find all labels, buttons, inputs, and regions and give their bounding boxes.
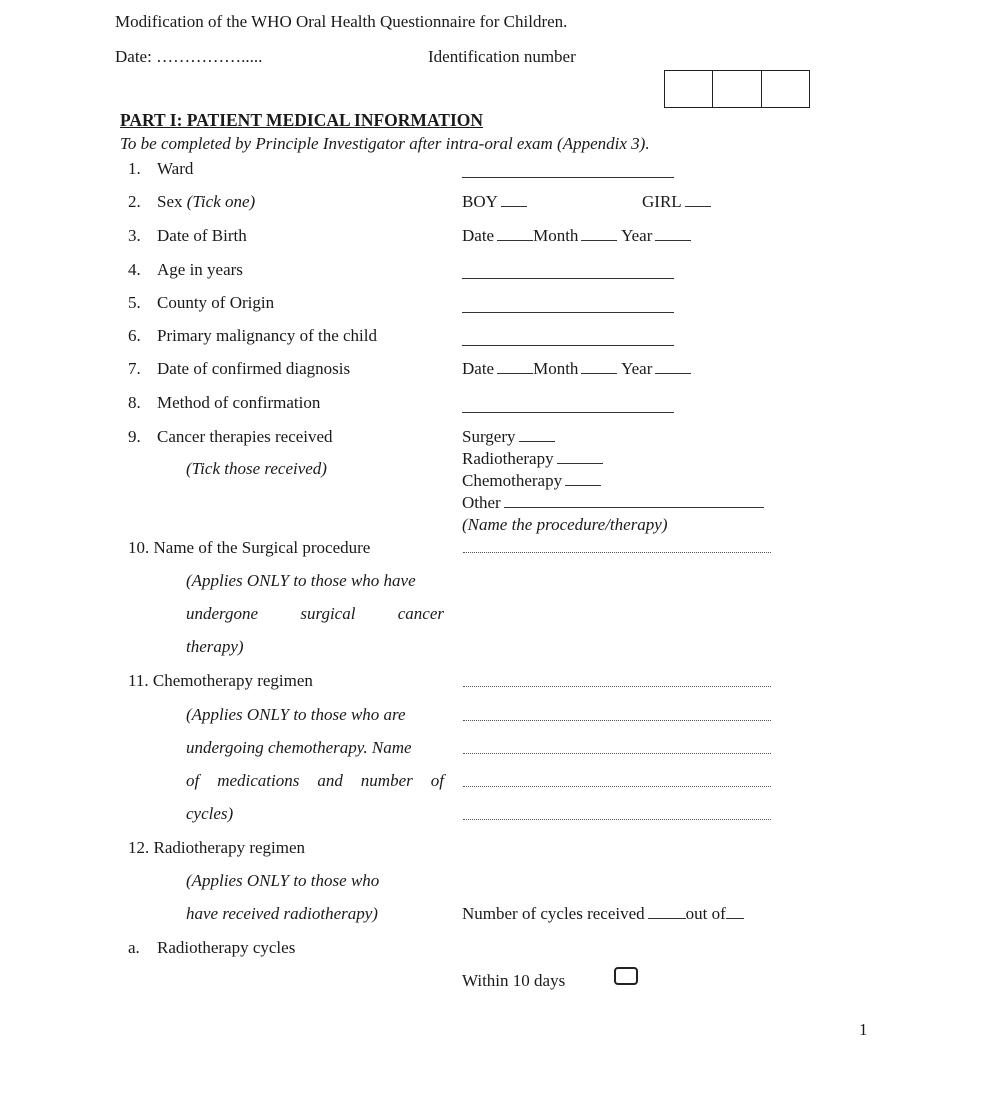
question-label-ward: Ward bbox=[157, 159, 194, 178]
other-input-line[interactable] bbox=[504, 493, 764, 508]
note-word: of bbox=[186, 771, 200, 790]
chemo-note-line-3 bbox=[186, 771, 444, 791]
surgical-procedure-input-line[interactable] bbox=[463, 552, 771, 553]
diag-year-blank[interactable] bbox=[655, 359, 691, 374]
within-10-days-checkbox[interactable] bbox=[614, 967, 638, 985]
question-label-radio-regimen bbox=[128, 838, 305, 858]
surgery-tick-blank[interactable] bbox=[519, 427, 555, 442]
out-of-label: out of bbox=[685, 904, 726, 923]
dob-month-label: Month bbox=[533, 226, 579, 245]
girl-label: GIRL bbox=[642, 192, 682, 211]
question-label-therapies: Cancer therapies received bbox=[157, 427, 333, 446]
id-digit-box-1[interactable] bbox=[665, 71, 713, 107]
note-word: cancer bbox=[397, 604, 444, 623]
identification-label: Identification number bbox=[428, 47, 576, 66]
question-label-chemo-regimen bbox=[128, 671, 313, 691]
chemo-note-line-4: cycles) bbox=[186, 804, 234, 823]
option-surgery[interactable] bbox=[462, 427, 555, 447]
radiotherapy-label: Radiotherapy bbox=[462, 449, 554, 468]
radio-regimen-label: Radiotherapy regimen bbox=[153, 838, 306, 857]
diag-year-label: Year bbox=[621, 359, 653, 378]
diag-date-blank[interactable] bbox=[497, 359, 533, 374]
note-word: undergone bbox=[186, 604, 259, 623]
question-number: 12. bbox=[128, 838, 150, 857]
question-number: 4. bbox=[128, 260, 141, 279]
diag-month-label: Month bbox=[533, 359, 579, 378]
other-label: Other bbox=[462, 493, 501, 512]
radio-cycles-field bbox=[462, 904, 744, 924]
option-radiotherapy[interactable] bbox=[462, 449, 603, 469]
cycles-received-blank[interactable] bbox=[648, 904, 686, 919]
diagnosis-date-fields bbox=[462, 359, 691, 379]
question-label-diagnosis-date: Date of confirmed diagnosis bbox=[157, 359, 351, 378]
question-number: 11. bbox=[128, 671, 149, 690]
chemotherapy-tick-blank[interactable] bbox=[565, 471, 601, 486]
surgery-label: Surgery bbox=[462, 427, 516, 446]
question-label-age: Age in years bbox=[157, 260, 243, 279]
diag-date-label: Date bbox=[462, 359, 495, 378]
cycles-received-label: Number of cycles received bbox=[462, 904, 645, 923]
question-number: 1. bbox=[128, 159, 141, 178]
identification-number-boxes bbox=[664, 70, 810, 108]
dob-year-blank[interactable] bbox=[655, 226, 691, 241]
question-label-malignancy: Primary malignancy of the child bbox=[157, 326, 377, 345]
note-word: medications bbox=[217, 771, 300, 790]
note-word: number bbox=[360, 771, 413, 790]
id-digit-box-3[interactable] bbox=[762, 71, 809, 107]
county-input-line[interactable] bbox=[462, 312, 674, 313]
option-girl[interactable] bbox=[642, 192, 711, 212]
dob-date-blank[interactable] bbox=[497, 226, 533, 241]
question-label-county: County of Origin bbox=[157, 293, 275, 312]
chemo-input-line-1[interactable] bbox=[463, 686, 771, 687]
option-chemotherapy[interactable] bbox=[462, 471, 601, 491]
surgical-note-line-2 bbox=[186, 604, 444, 624]
id-digit-box-2[interactable] bbox=[713, 71, 761, 107]
question-number: 3. bbox=[128, 226, 141, 245]
chemo-note-line-2: undergoing chemotherapy. Name bbox=[186, 738, 412, 757]
question-number: 2. bbox=[128, 192, 141, 211]
sex-note: (Tick one) bbox=[186, 192, 256, 211]
question-number: 7. bbox=[128, 359, 141, 378]
chemo-input-line-4[interactable] bbox=[463, 786, 771, 787]
dob-year-label: Year bbox=[621, 226, 653, 245]
option-boy[interactable] bbox=[462, 192, 527, 212]
dob-fields bbox=[462, 226, 691, 246]
question-number: 5. bbox=[128, 293, 141, 312]
question-number: 10. bbox=[128, 538, 150, 557]
boy-tick-blank[interactable] bbox=[501, 192, 527, 207]
cycles-total-blank[interactable] bbox=[726, 904, 744, 919]
malignancy-input-line[interactable] bbox=[462, 345, 674, 346]
chemo-regimen-label: Chemotherapy regimen bbox=[152, 671, 313, 690]
chemo-input-line-2[interactable] bbox=[463, 720, 771, 721]
question-number: 9. bbox=[128, 427, 141, 446]
question-label-radio-cycles: Radiotherapy cycles bbox=[157, 938, 296, 957]
dob-date-label: Date bbox=[462, 226, 495, 245]
question-label-method: Method of confirmation bbox=[157, 393, 321, 412]
page-number: 1 bbox=[859, 1020, 868, 1039]
radiotherapy-tick-blank[interactable] bbox=[557, 449, 603, 464]
dob-month-blank[interactable] bbox=[581, 226, 617, 241]
chemo-note-line-1: (Applies ONLY to those who are bbox=[186, 705, 406, 724]
age-input-line[interactable] bbox=[462, 278, 674, 279]
chemo-input-line-5[interactable] bbox=[463, 819, 771, 820]
option-other[interactable] bbox=[462, 493, 764, 513]
sub-question-letter: a. bbox=[128, 938, 140, 957]
chemo-input-line-3[interactable] bbox=[463, 753, 771, 754]
date-field[interactable]: Date: ……………..... bbox=[115, 47, 263, 66]
note-word: surgical bbox=[300, 604, 356, 623]
radio-note-line-1: (Applies ONLY to those who bbox=[186, 871, 380, 890]
question-label-sex bbox=[157, 192, 255, 212]
boy-label: BOY bbox=[462, 192, 498, 211]
radio-note-line-2: have received radiotherapy) bbox=[186, 904, 378, 923]
therapies-note: (Tick those received) bbox=[186, 459, 327, 478]
surgical-procedure-label: Name of the Surgical procedure bbox=[153, 538, 371, 557]
method-input-line[interactable] bbox=[462, 412, 674, 413]
girl-tick-blank[interactable] bbox=[685, 192, 711, 207]
note-word: and bbox=[317, 771, 343, 790]
note-word: of bbox=[430, 771, 444, 790]
within-10-days-label: Within 10 days bbox=[462, 971, 566, 990]
question-label-dob: Date of Birth bbox=[157, 226, 247, 245]
surgical-note-line-1: (Applies ONLY to those who have bbox=[186, 571, 416, 590]
question-label-surgical-procedure bbox=[128, 538, 370, 558]
chemotherapy-label: Chemotherapy bbox=[462, 471, 563, 490]
question-number: 8. bbox=[128, 393, 141, 412]
diag-month-blank[interactable] bbox=[581, 359, 617, 374]
question-number: 6. bbox=[128, 326, 141, 345]
document-title: Modification of the WHO Oral Health Questionnaire for Children. bbox=[115, 12, 568, 31]
instructions: To be completed by Principle Investigator after intra-oral exam (Appendix 3). bbox=[120, 134, 650, 153]
ward-input-line[interactable] bbox=[462, 177, 674, 178]
surgical-note-line-3: therapy) bbox=[186, 637, 244, 656]
sex-label: Sex bbox=[157, 192, 183, 211]
other-note: (Name the procedure/therapy) bbox=[462, 515, 668, 534]
part-heading: PART I: PATIENT MEDICAL INFORMATION bbox=[120, 110, 484, 130]
